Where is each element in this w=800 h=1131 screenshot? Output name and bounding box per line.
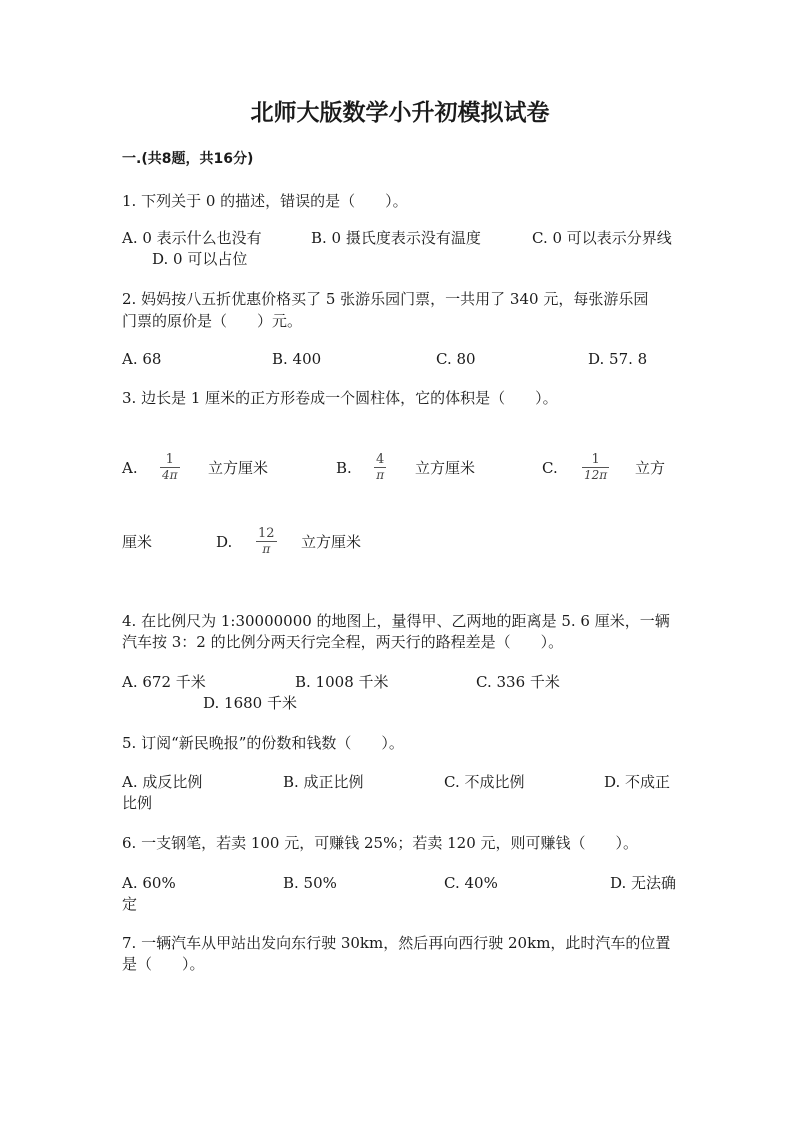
fraction-numerator: 1 — [165, 452, 174, 467]
fraction-numerator: 12 — [258, 526, 275, 541]
fraction-numerator: 4 — [376, 452, 385, 467]
fraction-numerator: 1 — [591, 452, 600, 467]
question-2-option-c: C. 80 — [436, 350, 476, 368]
question-3-option-c-unit-continued: 厘米 — [122, 533, 153, 551]
question-7-stem-line-1: 7. 一辆汽车从甲站出发向东行驶 30km，然后再向西行驶 20km，此时汽车的位置 — [122, 934, 671, 952]
question-5-stem: 5. 订阅“新民晚报”的份数和钱数（ ）。 — [122, 734, 404, 752]
question-3-option-d-label: D. — [216, 533, 233, 551]
question-6-option-b: B. 50% — [283, 874, 337, 892]
question-6-stem: 6. 一支钢笔，若卖 100 元，可赚钱 25%；若卖 120 元，则可赚钱（ ）。 — [122, 834, 639, 852]
question-5-option-c: C. 不成比例 — [444, 773, 525, 791]
question-2-option-a: A. 68 — [122, 350, 162, 368]
question-4-option-b: B. 1008 千米 — [295, 673, 389, 691]
question-5-option-d: D. 不成正 — [604, 773, 671, 791]
question-3-stem: 3. 边长是 1 厘米的正方形卷成一个圆柱体，它的体积是（ ）。 — [122, 389, 558, 407]
question-3-option-a-fraction — [160, 452, 180, 483]
question-3-option-b-fraction — [374, 452, 386, 483]
question-6-option-d: D. 无法确 — [610, 874, 677, 892]
question-3-option-b-unit: 立方厘米 — [415, 459, 476, 477]
question-4-stem-line-1: 4. 在比例尺为 1:30000000 的地图上，量得甲、乙两地的距离是 5. 6 厘米，一辆 — [122, 612, 670, 630]
question-5-option-a: A. 成反比例 — [122, 773, 203, 791]
fraction-denominator: π — [376, 468, 385, 482]
fraction-denominator: 4π — [162, 468, 178, 482]
question-2-stem-line-2: 门票的原价是（ ）元。 — [122, 312, 303, 330]
question-3-option-d-fraction — [256, 526, 277, 557]
question-4-option-c: C. 336 千米 — [476, 673, 560, 691]
section-heading: 一.(共8题，共16分) — [122, 151, 254, 167]
question-4-stem-line-2: 汽车按 3：2 的比例分两天行完全程，两天行的路程差是（ ）。 — [122, 633, 564, 651]
question-3-option-c-unit: 立方 — [635, 459, 666, 477]
question-3-option-a-label: A. — [122, 459, 138, 477]
question-3-option-a-unit: 立方厘米 — [208, 459, 269, 477]
question-6-option-d-continued: 定 — [122, 895, 138, 913]
question-3-option-d-unit: 立方厘米 — [301, 533, 362, 551]
question-6-option-c: C. 40% — [444, 874, 498, 892]
question-5-option-d-continued: 比例 — [122, 794, 153, 812]
question-2-stem-line-1: 2. 妈妈按八五折优惠价格买了 5 张游乐园门票，一共用了 340 元，每张游乐园 — [122, 290, 649, 308]
page-title: 北师大版数学小升初模拟试卷 — [250, 100, 550, 126]
question-5-option-b: B. 成正比例 — [283, 773, 364, 791]
question-2-option-d: D. 57. 8 — [588, 350, 648, 368]
question-7-stem-line-2: 是（ ）。 — [122, 955, 205, 973]
question-2-option-b: B. 400 — [272, 350, 322, 368]
fraction-denominator: π — [262, 542, 271, 556]
question-4-option-a: A. 672 千米 — [122, 673, 206, 691]
question-4-option-d: D. 1680 千米 — [203, 694, 297, 712]
question-3-option-c-label: C. — [542, 459, 558, 477]
question-6-option-a: A. 60% — [122, 874, 176, 892]
question-3-option-c-fraction — [582, 452, 609, 483]
question-1-option-c: C. 0 可以表示分界线 — [532, 229, 672, 247]
question-3-option-b-label: B. — [336, 459, 352, 477]
question-1-option-d: D. 0 可以占位 — [152, 250, 248, 268]
question-1-option-b: B. 0 摄氏度表示没有温度 — [311, 229, 481, 247]
question-1-option-a: A. 0 表示什么也没有 — [122, 229, 262, 247]
fraction-denominator: 12π — [584, 468, 608, 482]
question-1-stem: 1. 下列关于 0 的描述，错误的是（ ）。 — [122, 192, 408, 210]
